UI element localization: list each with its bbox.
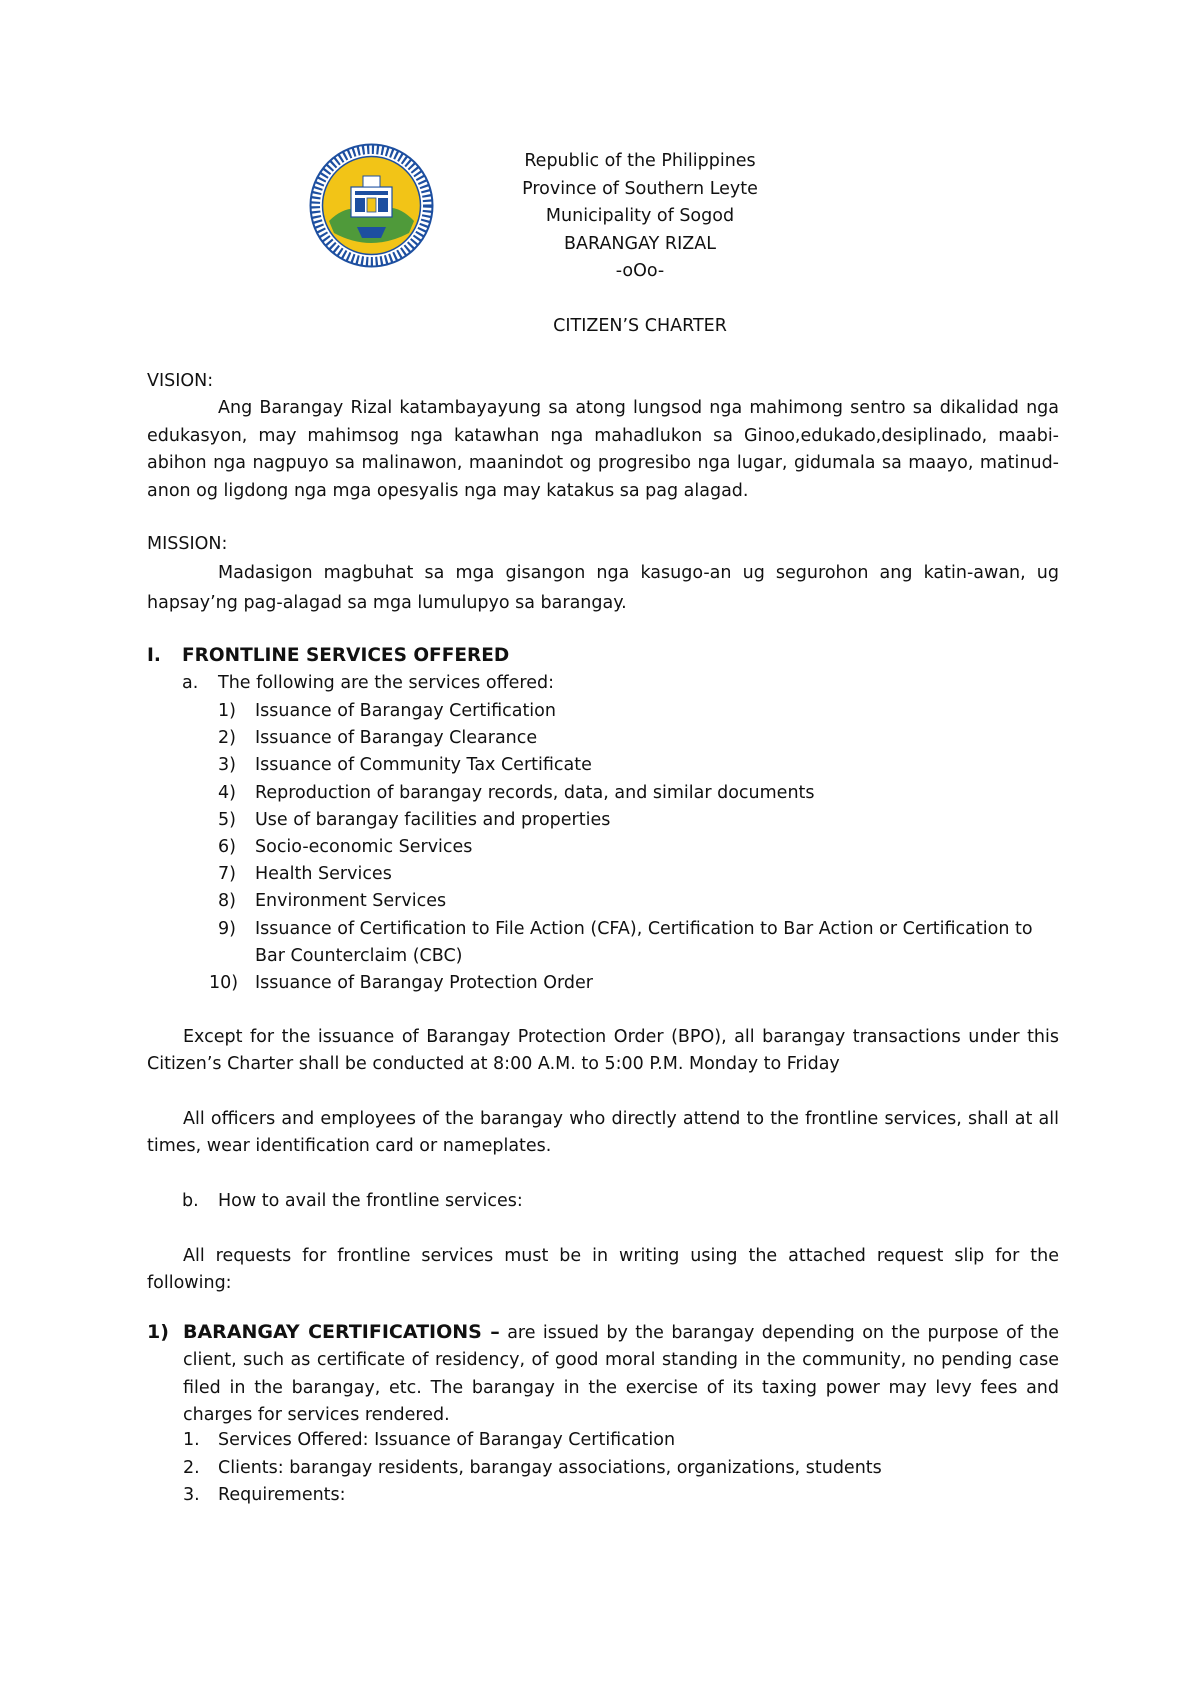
list-item-number: 9) — [218, 918, 236, 939]
certifications-term: BARANGAY CERTIFICATIONS – — [183, 1321, 500, 1343]
list-item-number: 3. — [183, 1485, 200, 1505]
requests-paragraph — [147, 1243, 1059, 1297]
list-item — [218, 861, 1060, 888]
identification-paragraph — [147, 1106, 1059, 1160]
list-item-text: Issuance of Certification to File Action (CFA), Certification to Bar Action or Certification to Bar Counterclaim (CBC) — [255, 918, 1033, 966]
header-ornament: -oOo- — [615, 261, 665, 281]
list-item-text: Use of barangay facilities and properties — [255, 809, 611, 830]
list-item-text: Issuance of Community Tax Certificate — [255, 755, 592, 776]
list-item-text: Reproduction of barangay records, data, and similar documents — [255, 782, 815, 803]
item-number: 1) — [147, 1321, 169, 1343]
list-item-text: Issuance of Barangay Clearance — [255, 728, 538, 749]
list-item — [218, 752, 1060, 779]
vision-section — [147, 368, 1059, 506]
vision-label: VISION: — [147, 371, 214, 391]
list-item-number: 5) — [218, 809, 236, 830]
list-item-text: Issuance of Barangay Protection Order — [255, 973, 594, 994]
subsection-a-marker: a. — [182, 673, 199, 693]
list-item-text: Issuance of Barangay Certification — [255, 701, 556, 721]
list-item — [218, 807, 1060, 834]
list-item — [218, 834, 1060, 861]
list-item-number: 1) — [218, 701, 236, 721]
subsection-b — [182, 1188, 523, 1215]
list-item-number: 3) — [218, 755, 236, 776]
header-country: Republic of the Philippines — [524, 151, 756, 171]
list-item-number: 7) — [218, 864, 236, 885]
office-hours-paragraph — [147, 1024, 1059, 1078]
list-item-number: 6) — [218, 837, 236, 858]
mission-label: MISSION: — [147, 534, 228, 554]
section-number: I. — [147, 645, 161, 666]
certification-details-list — [183, 1427, 1059, 1510]
list-item-text: Clients: barangay residents, barangay associations, organizations, students — [218, 1457, 882, 1478]
letterhead — [410, 148, 870, 286]
list-item-number: 1. — [183, 1430, 200, 1450]
list-item-text: Environment Services — [255, 891, 447, 912]
list-item — [183, 1455, 1059, 1483]
subsection-a-text: The following are the services offered: — [218, 673, 554, 693]
list-item-number: 2) — [218, 728, 236, 749]
subsection-b-marker: b. — [182, 1191, 199, 1211]
list-item — [218, 888, 1060, 915]
subsection-b-text: How to avail the frontline services: — [218, 1191, 523, 1211]
vision-text: Ang Barangay Rizal katambayayung sa atong lungsod nga mahimong sentro sa dikalidad nga edukasyon, may mahimsog nga katawhan nga mahadlukon sa Ginoo,edukado,desiplinado, maabi-abihon nga nagpuyo sa malinawon, maanindot og progresibo nga lugar, gidumala sa maayo, matinud-anon og ligdong nga mga opesyalis nga may katakus sa pag alagad. — [147, 398, 1059, 502]
requests-text: All requests for frontline services must be in writing using the attached request slip for the following: — [147, 1246, 1059, 1293]
barangay-certifications-item — [147, 1319, 1059, 1429]
list-item-number: 2. — [183, 1457, 200, 1478]
header-province: Province of Southern Leyte — [522, 178, 758, 199]
subsection-a — [182, 670, 554, 697]
list-item-text: Socio-economic Services — [255, 837, 473, 858]
mission-section — [147, 531, 1059, 618]
list-item-text: Requirements: — [218, 1485, 346, 1505]
list-item-text: Health Services — [255, 864, 392, 885]
list-item-number: 8) — [218, 891, 236, 912]
identification-text: All officers and employees of the barangay who directly attend to the frontline services, shall at all times, wear identification card or nameplates. — [147, 1109, 1059, 1156]
list-item — [183, 1427, 1059, 1455]
document-title: CITIZEN’S CHARTER — [553, 316, 727, 336]
mission-text: Madasigon magbuhat sa mga gisangon nga kasugo-an ug segurohon ang katin-awan, ug hapsay’ng pag-alagad sa mga lumulupyo sa barangay. — [147, 563, 1059, 613]
section-heading — [147, 642, 509, 669]
services-list — [209, 698, 1060, 997]
list-item-number: 4) — [218, 782, 236, 803]
certifications-paragraph — [183, 1319, 1059, 1429]
list-item — [218, 698, 1060, 725]
list-item — [183, 1482, 1059, 1510]
header-barangay: BARANGAY RIZAL — [564, 233, 716, 254]
section-title: FRONTLINE SERVICES OFFERED — [182, 645, 510, 666]
list-item-number: 10) — [209, 973, 239, 994]
list-item — [218, 780, 1060, 807]
list-item — [218, 725, 1060, 752]
list-item-text: Services Offered: Issuance of Barangay Certification — [218, 1430, 676, 1450]
certifications-text: are issued by the barangay depending on the purpose of the client, such as certificate of residency, of good moral standing in the community, no pending case filed in the barangay, etc. The barangay in the exercise of its taxing power may levy fees and charges for services rendered. — [183, 1323, 1059, 1425]
list-item — [209, 970, 1060, 997]
header-municipality: Municipality of Sogod — [545, 206, 735, 226]
office-hours-text: Except for the issuance of Barangay Protection Order (BPO), all barangay transactions under this Citizen’s Charter shall be conducted at 8:00 A.M. to 5:00 P.M. Monday to Friday — [147, 1027, 1059, 1074]
list-item — [218, 916, 1060, 970]
